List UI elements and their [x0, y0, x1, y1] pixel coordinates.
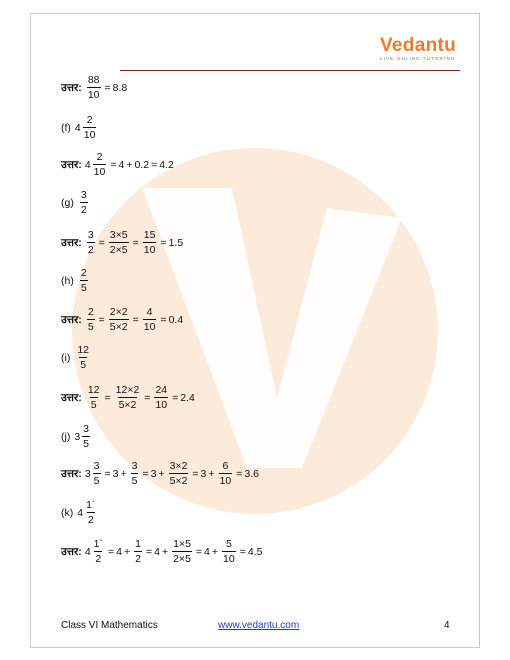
- numerator: 12×2: [115, 384, 140, 396]
- answer-row: [61, 538, 262, 565]
- question-row: [61, 423, 92, 450]
- fraction: [87, 384, 101, 411]
- question-row: [61, 114, 98, 141]
- operator: =: [108, 545, 115, 558]
- numerator: 3: [87, 229, 94, 241]
- fraction: [87, 306, 95, 333]
- operator: =: [104, 81, 111, 94]
- operator: =: [192, 467, 199, 480]
- answer-label: उत्तर:: [61, 391, 82, 404]
- header-divider: [120, 70, 460, 71]
- denominator: 2×5: [173, 553, 191, 565]
- math-term: 1.5: [168, 236, 184, 249]
- numerator: 88: [87, 74, 100, 86]
- numerator: 3×5: [109, 229, 128, 241]
- math-term: 3: [112, 467, 119, 480]
- question-label: (h): [61, 274, 74, 287]
- math-term: 4.2: [159, 158, 174, 171]
- numerator: 6: [222, 460, 229, 472]
- denominator: 10: [219, 475, 232, 487]
- question-label: (k): [61, 506, 74, 519]
- numerator: 3: [93, 460, 100, 472]
- numerator: 2: [80, 267, 87, 279]
- numerator: 1`: [86, 499, 96, 511]
- logo-tagline: LIVE ONLINE TUTORING: [380, 56, 456, 61]
- operator: +: [120, 467, 127, 480]
- fraction: [87, 229, 95, 256]
- math-term: 3.6: [244, 467, 259, 480]
- answer-row: [61, 229, 183, 256]
- logo-wordmark: Vedantu: [380, 35, 457, 56]
- denominator: 10: [155, 399, 168, 411]
- denominator: 5: [80, 359, 87, 371]
- operator: =: [132, 236, 139, 249]
- operator: =: [110, 158, 117, 171]
- operator: =: [132, 313, 139, 326]
- math-term: 4: [77, 506, 84, 519]
- math-term: 0.4: [168, 313, 184, 326]
- math-term: 4: [74, 121, 81, 134]
- fraction: [131, 460, 139, 487]
- answer-label: उत्तर:: [61, 158, 82, 171]
- operator: =: [195, 545, 203, 558]
- math-term: 4: [154, 545, 160, 558]
- numerator: 1×5: [173, 538, 191, 550]
- answer-label: उत्तर:: [61, 81, 82, 94]
- denominator: 5: [90, 399, 97, 411]
- fraction: [109, 306, 129, 333]
- fraction: [93, 151, 107, 178]
- numerator: 4: [146, 306, 153, 318]
- math-term: 3: [74, 430, 81, 443]
- operator: =: [142, 467, 149, 480]
- math-term: 8.8: [112, 81, 128, 94]
- denominator: 5×2: [118, 399, 137, 411]
- denominator: 5: [131, 475, 138, 487]
- denominator: 2: [135, 553, 141, 565]
- fraction: [143, 229, 157, 256]
- numerator: 3: [80, 189, 87, 201]
- operator: +: [161, 545, 169, 558]
- question-row: [61, 189, 90, 216]
- operator: =: [145, 545, 153, 558]
- denominator: 10: [83, 129, 96, 141]
- denominator: 5×2: [169, 475, 188, 487]
- math-term: 4: [84, 158, 91, 171]
- math-term: 2.4: [180, 391, 195, 404]
- operator: =: [172, 391, 179, 404]
- operator: =: [160, 236, 167, 249]
- denominator: 2: [87, 514, 94, 526]
- operator: =: [104, 467, 111, 480]
- operator: =: [239, 545, 246, 558]
- operator: =: [104, 391, 111, 404]
- numerator: 2: [96, 151, 103, 163]
- question-row: [61, 344, 92, 371]
- fraction: [169, 460, 189, 487]
- operator: =: [236, 467, 243, 480]
- operator: =: [144, 391, 151, 404]
- answer-row: [61, 460, 259, 487]
- denominator: 5: [93, 475, 100, 487]
- operator: +: [158, 467, 165, 480]
- operator: =: [160, 313, 167, 326]
- numerator: 2: [86, 114, 93, 126]
- fraction: [76, 344, 90, 371]
- math-term: 4.5: [247, 545, 263, 558]
- fraction: [87, 74, 101, 101]
- answer-row: [61, 306, 183, 333]
- footer-page-number: 4: [444, 620, 450, 631]
- answer-label: उत्तर:: [61, 236, 82, 249]
- math-term: 4: [204, 545, 210, 558]
- fraction: [83, 114, 97, 141]
- denominator: 2×5: [109, 244, 128, 256]
- question-label: (j): [61, 430, 71, 443]
- denominator: 5: [87, 321, 94, 333]
- denominator: 10: [223, 553, 235, 565]
- fraction: [222, 538, 236, 565]
- numerator: 12: [87, 384, 100, 396]
- math-term: 4: [116, 545, 122, 558]
- fraction: [109, 229, 129, 256]
- operator: +: [126, 158, 133, 171]
- answer-label: उत्तर:: [61, 545, 82, 558]
- answer-row: [61, 384, 195, 411]
- operator: +: [208, 467, 215, 480]
- denominator: 10: [143, 321, 156, 333]
- fraction: [134, 538, 142, 565]
- numerator: 12: [77, 344, 90, 356]
- denominator: 10: [93, 166, 106, 178]
- denominator: 5: [83, 438, 90, 450]
- denominator: 10: [143, 244, 156, 256]
- fraction: [85, 499, 96, 526]
- numerator: 2: [87, 306, 94, 318]
- operator: +: [123, 545, 131, 558]
- fraction: [154, 384, 168, 411]
- question-row: [61, 499, 98, 526]
- vedantu-logo: [380, 36, 466, 61]
- math-term: 3: [84, 467, 91, 480]
- fraction: [172, 538, 192, 565]
- numerator: 2×2: [109, 306, 128, 318]
- footer-website-link[interactable]: www.vedantu.com: [218, 620, 300, 631]
- math-term: 4: [84, 545, 91, 558]
- question-row: [61, 267, 90, 294]
- question-label: (f): [61, 121, 71, 134]
- question-label: (g): [61, 196, 74, 209]
- numerator: 1: [135, 538, 141, 550]
- math-term: 4: [118, 158, 125, 171]
- fraction: [82, 423, 90, 450]
- question-label: (i): [61, 351, 71, 364]
- denominator: 5×2: [109, 321, 128, 333]
- numerator: 3×2: [169, 460, 188, 472]
- answer-row: [61, 151, 174, 178]
- denominator: 2: [87, 244, 94, 256]
- numerator: 5: [225, 538, 232, 550]
- operator: =: [151, 158, 158, 171]
- denominator: 5: [80, 282, 87, 294]
- denominator: 2: [95, 553, 102, 565]
- operator: =: [98, 313, 105, 326]
- answer-label: उत्तर:: [61, 313, 82, 326]
- answer-label: उत्तर:: [61, 467, 82, 480]
- fraction: [80, 189, 88, 216]
- footer-class-label: Class VI Mathematics: [61, 620, 158, 631]
- operator: =: [98, 236, 105, 249]
- fraction: [80, 267, 88, 294]
- denominator: 10: [87, 89, 100, 101]
- fraction: [115, 384, 141, 411]
- math-term: 3: [200, 467, 207, 480]
- fraction: [93, 538, 104, 565]
- math-term: 3: [150, 467, 157, 480]
- numerator: 1`: [93, 538, 103, 550]
- numerator: 3: [83, 423, 90, 435]
- operator: +: [211, 545, 219, 558]
- math-term: 0.2: [134, 158, 150, 171]
- numerator: 15: [143, 229, 156, 241]
- fraction: [93, 460, 101, 487]
- denominator: 2: [80, 204, 87, 216]
- numerator: 24: [155, 384, 168, 396]
- numerator: 3: [131, 460, 138, 472]
- fraction: [219, 460, 233, 487]
- fraction: [143, 306, 157, 333]
- answer-row: [61, 74, 127, 101]
